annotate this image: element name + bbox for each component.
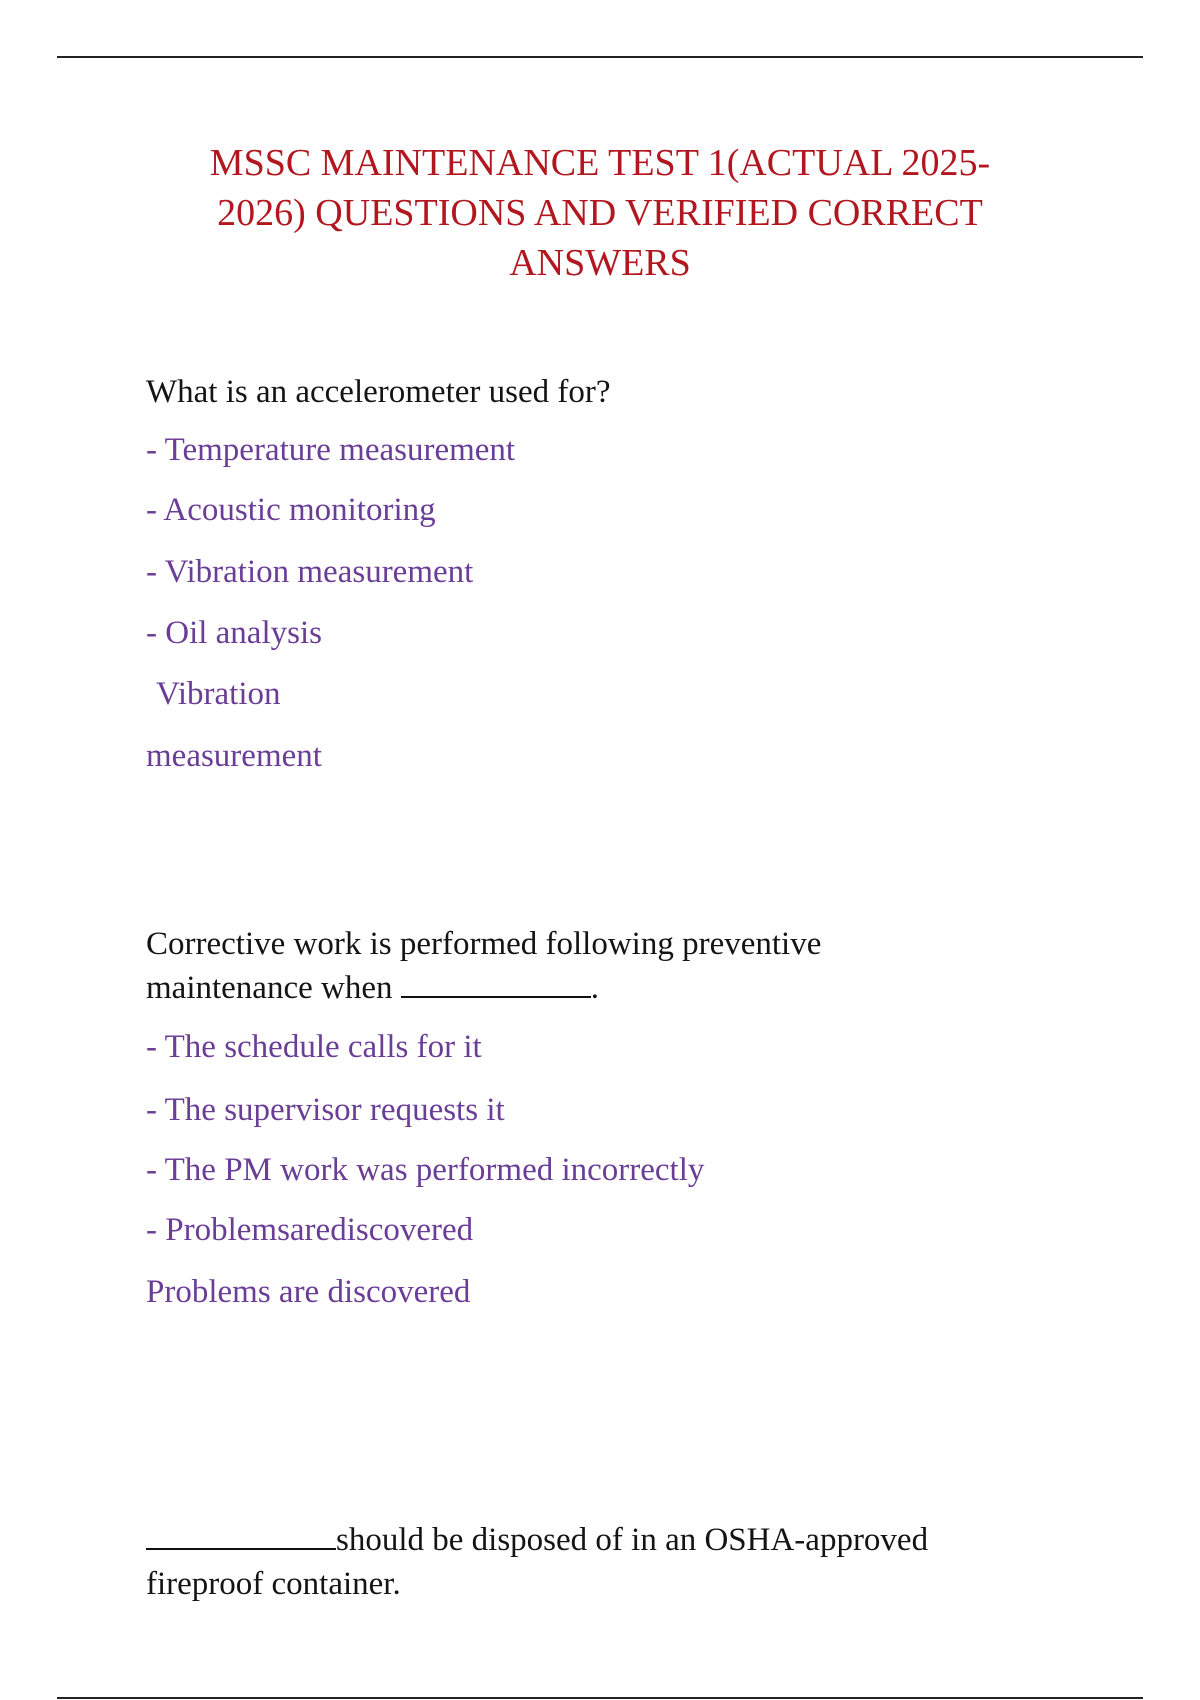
question-2-option-2: - The supervisor requests it [146,1092,505,1128]
question-1 [146,370,1046,774]
question-2-text-after-blank: . [590,970,599,1006]
question-3-text-line-1 [146,1518,1046,1562]
question-2-option-3: - The PM work was performed incorrectly [146,1152,705,1188]
question-2-text-line-2 [146,966,1046,1010]
question-1-option-2: - Acoustic monitoring [146,492,436,528]
title-line-3: ANSWERS [509,242,691,284]
question-1-option-4: - Oil analysis [146,615,322,651]
question-3 [146,1518,1046,1606]
question-3-text-line-2: fireproof container. [146,1566,401,1602]
title-line-1: MSSC MAINTENANCE TEST 1(ACTUAL 2025- [209,142,991,184]
question-1-answer-line-1: Vibration [156,676,281,712]
question-1-answer-line-2: measurement [146,738,322,774]
question-2-answer: Problems are discovered [146,1274,471,1310]
question-3-text-after-blank: should be disposed of in an OSHA-approved [336,1522,929,1558]
question-1-option-3: - Vibration measurement [146,554,474,590]
question-2 [146,922,1046,1310]
question-1-text: What is an accelerometer used for? [146,374,611,410]
answer-blank [146,1518,336,1550]
question-2-option-1: - The schedule calls for it [146,1029,482,1065]
title-line-2: 2026) QUESTIONS AND VERIFIED CORRECT [217,192,983,234]
question-2-text-line-1: Corrective work is performed following preventive [146,926,822,962]
question-2-option-4: - Problemsarediscovered [146,1212,474,1248]
answer-blank [401,966,591,998]
question-1-option-1: - Temperature measurement [146,432,516,468]
document-title [150,138,1050,288]
question-2-text-before-blank: maintenance when [146,970,393,1006]
top-rule [57,56,1143,58]
bottom-rule [57,1697,1143,1699]
